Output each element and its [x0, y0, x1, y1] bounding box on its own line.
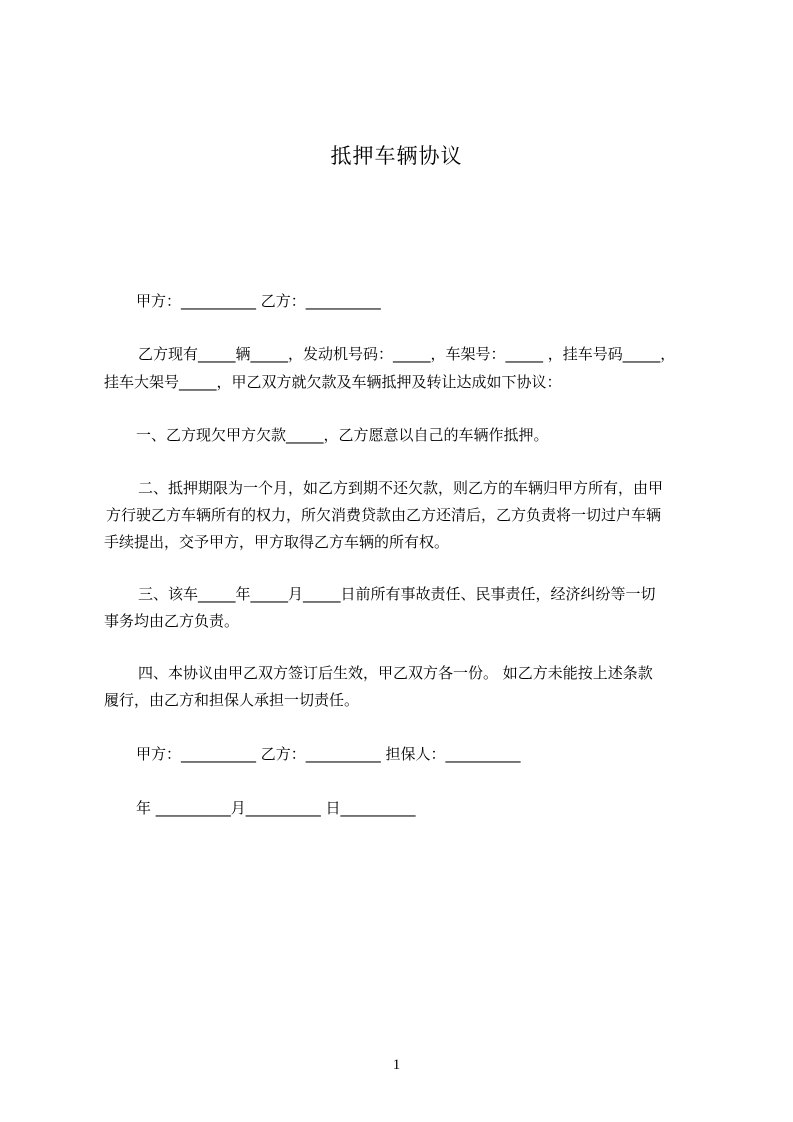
clause-4-line-1: 四、本协议由甲乙双方签订后生效，甲乙双方各一份。 如乙方未能按上述条款	[138, 664, 653, 682]
intro-line-2: 挂车大架号_____，甲乙双方就欠款及车辆抵押及转让达成如下协议：	[104, 373, 562, 391]
clause-3-line-1: 三、该车_____年_____月_____日前所有事故责任、民事责任，经济纠纷等一切	[138, 585, 656, 603]
document-title: 抵押车辆协议	[330, 144, 463, 168]
clause-1-line-1: 一、乙方现欠甲方欠款_____，乙方愿意以自己的车辆作抵押。	[136, 426, 549, 444]
clause-2-line-3: 手续提出，交予甲方，甲方取得乙方车辆的所有权。	[104, 533, 450, 551]
clause-2-line-1: 二、抵押期限为一个月，如乙方到期不还欠款，则乙方的车辆归甲方所有，由甲	[138, 479, 664, 497]
clause-3-line-2: 事务均由乙方负责。	[104, 612, 240, 630]
parties-line: 甲方：__________ 乙方：__________	[136, 292, 381, 310]
clause-2-line-2: 方行驶乙方车辆所有的权力，所欠消费贷款由乙方还清后，乙方负责将一切过户车辆	[106, 506, 662, 524]
page-number: 1	[392, 1057, 401, 1073]
signature-line: 甲方：__________ 乙方：__________ 担保人：__________	[136, 745, 521, 763]
intro-line-1: 乙方现有_____辆_____，发动机号码：_____，车架号：_____ ，挂车号码_____，	[138, 345, 676, 363]
clause-4-line-2: 履行，由乙方和担保人承担一切责任。	[104, 691, 360, 709]
date-line: 年 __________月__________ 日__________	[136, 799, 416, 817]
